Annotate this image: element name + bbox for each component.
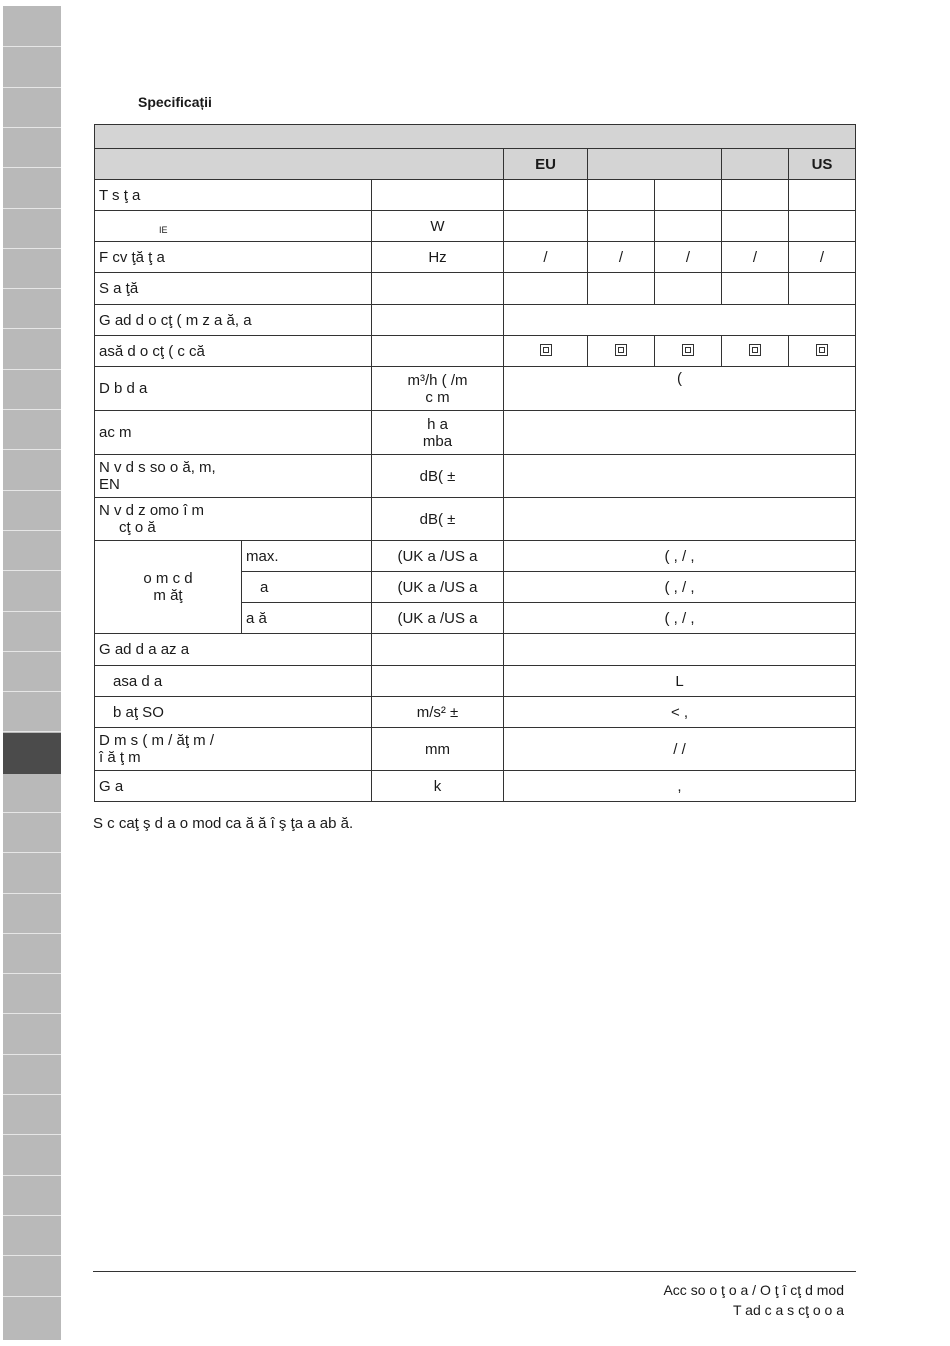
tab-divider — [3, 1134, 61, 1135]
table-row: T s ţ a — [95, 180, 856, 211]
tab-divider — [3, 87, 61, 88]
tab-divider — [3, 248, 61, 249]
table-row: S a ţă — [95, 273, 856, 305]
tab-divider — [3, 812, 61, 813]
tab-divider — [3, 852, 61, 853]
tab-divider — [3, 1054, 61, 1055]
tab-divider — [3, 409, 61, 410]
double-insulation-box-icon — [615, 344, 627, 356]
header-col-2 — [588, 149, 722, 180]
table-row: G ad d o cţ ( m z a ă, a — [95, 305, 856, 336]
double-insulation-box-icon — [749, 344, 761, 356]
table-row: a ă (UK a /US a ( , / , — [95, 603, 856, 634]
tab-divider — [3, 570, 61, 571]
table-row: F cv ţă ţ a Hz / / / / / — [95, 242, 856, 273]
tab-divider — [3, 651, 61, 652]
tab-divider — [3, 691, 61, 692]
section-index-tabs — [3, 6, 61, 1340]
active-section-tab — [3, 733, 61, 774]
header-us: US — [789, 149, 856, 180]
section-heading: Specificații — [138, 94, 212, 110]
tab-divider — [3, 1255, 61, 1256]
table-row: o m c d m ăţ max. (UK a /US a ( , / , — [95, 541, 856, 572]
table-row: b aţ SO m/s² ± < , — [95, 697, 856, 728]
tab-divider — [3, 1215, 61, 1216]
table-row: a (UK a /US a ( , / , — [95, 572, 856, 603]
tab-divider — [3, 530, 61, 531]
page-footer — [663, 1280, 844, 1320]
tab-divider — [3, 1094, 61, 1095]
table-row: asă d o cţ ( c că — [95, 336, 856, 367]
table-row: N v d s so o ă, m, EN dB( ± — [95, 455, 856, 498]
tab-divider — [3, 893, 61, 894]
tab-divider — [3, 1013, 61, 1014]
tab-divider — [3, 611, 61, 612]
specifications-footnote: S c caţ ş d a o mod ca ă ă î ş ţa a ab ă. — [93, 815, 354, 832]
table-row: D m s ( m / ăţ m / î ă ţ m mm / / — [95, 728, 856, 771]
table-title-band — [95, 125, 856, 149]
tab-divider — [3, 167, 61, 168]
header-col-3 — [722, 149, 789, 180]
footer-line-2: T ad c a s cţ o o a — [732, 1302, 844, 1318]
footer-line-1: Acc so o ţ o a / O ţ î cţ d mod — [663, 1282, 844, 1298]
table-row: asa d a L — [95, 666, 856, 697]
tab-divider — [3, 46, 61, 47]
tab-divider — [3, 1296, 61, 1297]
tab-divider — [3, 288, 61, 289]
specifications-table — [94, 124, 856, 802]
footer-divider — [93, 1271, 856, 1272]
table-row: $_{IE}$ W — [95, 211, 856, 242]
tab-divider — [3, 933, 61, 934]
tab-divider — [3, 328, 61, 329]
tab-divider — [3, 449, 61, 450]
header-eu: EU — [504, 149, 588, 180]
tab-divider — [3, 1175, 61, 1176]
tab-divider — [3, 973, 61, 974]
tab-divider — [3, 490, 61, 491]
double-insulation-box-icon — [540, 344, 552, 356]
tab-divider — [3, 127, 61, 128]
table-row: G ad d a az a — [95, 634, 856, 666]
double-insulation-box-icon — [682, 344, 694, 356]
double-insulation-box-icon — [816, 344, 828, 356]
tab-divider — [3, 369, 61, 370]
table-row: ac m h a mba — [95, 411, 856, 455]
tab-divider — [3, 731, 61, 732]
table-row: G a k , — [95, 771, 856, 802]
table-header-row — [95, 149, 856, 180]
tab-divider — [3, 208, 61, 209]
table-row: D b d a m³/h ( /m c m ( — [95, 367, 856, 411]
table-row: N v d z omo î m cţ o ă dB( ± — [95, 498, 856, 541]
